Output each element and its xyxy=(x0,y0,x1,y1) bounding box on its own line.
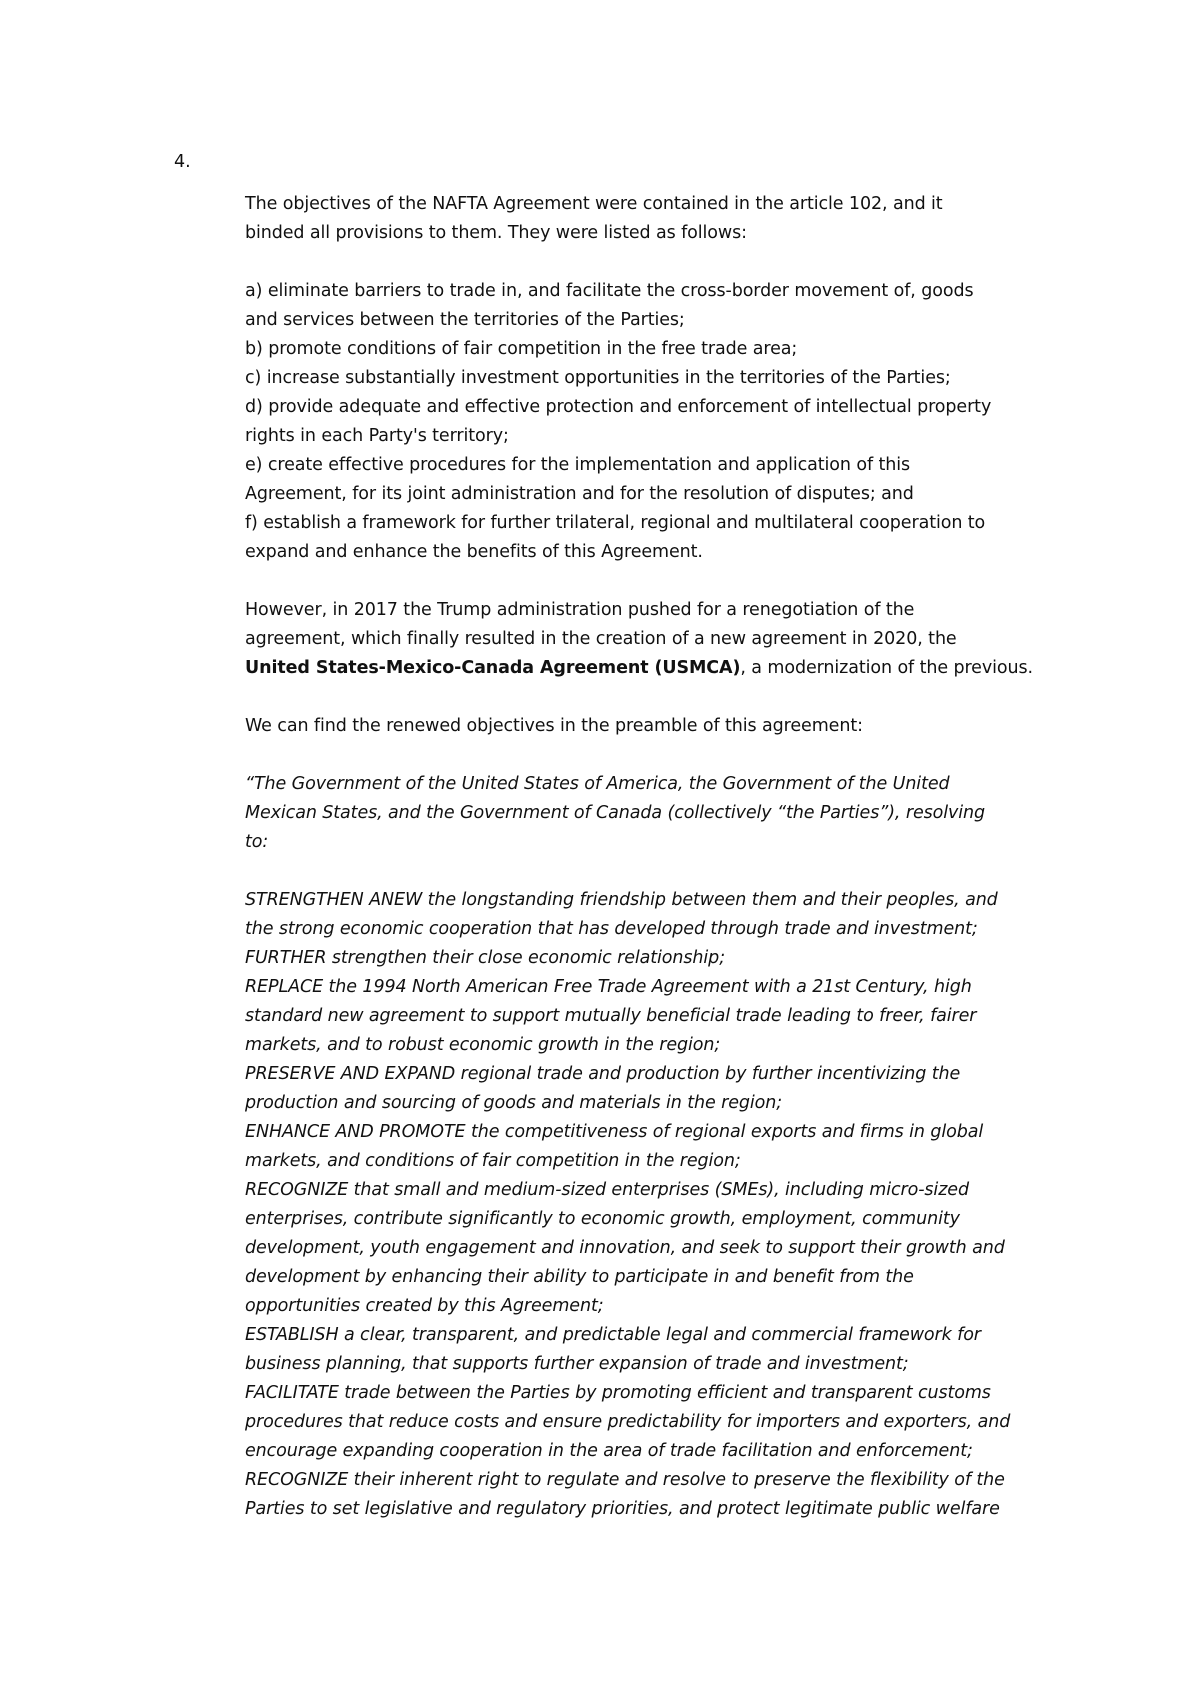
paragraph-gap xyxy=(245,248,1045,277)
preamble-line: opportunities created by this Agreement; xyxy=(245,1296,604,1316)
renegotiation-line-rest: , a modernization of the previous. xyxy=(740,658,1033,678)
nafta-objective-line: a) eliminate barriers to trade in, and facilitate the cross-border movement of, goods xyxy=(245,281,974,301)
preamble-line: ESTABLISH a clear, transparent, and predictable legal and commercial framework for xyxy=(245,1325,981,1345)
paragraph-gap xyxy=(245,857,1045,886)
preamble-line: markets, and conditions of fair competition in the region; xyxy=(245,1151,741,1171)
preamble-line: standard new agreement to support mutually beneficial trade leading to freer, fairer xyxy=(245,1006,977,1026)
preamble-line: REPLACE the 1994 North American Free Trade Agreement with a 21st Century, high xyxy=(245,977,972,997)
preamble-opening-line: “The Government of the United States of America, the Government of the United xyxy=(245,774,950,794)
preamble-opening-line: Mexican States, and the Government of Canada (collectively “the Parties”), resolving xyxy=(245,803,986,823)
usmca-name: United States-Mexico-Canada Agreement (USMCA) xyxy=(245,658,741,678)
preamble-line: RECOGNIZE their inherent right to regulate and resolve to preserve the flexibility of the xyxy=(245,1470,1005,1490)
intro-line: binded all provisions to them. They were listed as follows: xyxy=(245,223,747,243)
renewed-objectives-intro: We can find the renewed objectives in the preamble of this agreement: xyxy=(245,716,863,736)
preamble-line: PRESERVE AND EXPAND regional trade and production by further incentivizing the xyxy=(245,1064,961,1084)
preamble-line: development, youth engagement and innovation, and seek to support their growth and xyxy=(245,1238,1005,1258)
nafta-objective-line: d) provide adequate and effective protection and enforcement of intellectual property xyxy=(245,397,992,417)
renegotiation-line: agreement, which finally resulted in the creation of a new agreement in 2020, the xyxy=(245,629,957,649)
nafta-objective-line: and services between the territories of the Parties; xyxy=(245,310,685,330)
preamble-line: enterprises, contribute significantly to economic growth, employment, community xyxy=(245,1209,960,1229)
paragraph-gap xyxy=(245,567,1045,596)
nafta-objective-line: rights in each Party's territory; xyxy=(245,426,509,446)
preamble-line: business planning, that supports further expansion of trade and investment; xyxy=(245,1354,909,1374)
preamble-line: STRENGTHEN ANEW the longstanding friendship between them and their peoples, and xyxy=(245,890,998,910)
preamble-line: encourage expanding cooperation in the area of trade facilitation and enforcement; xyxy=(245,1441,973,1461)
preamble-line: ENHANCE AND PROMOTE the competitiveness of regional exports and firms in global xyxy=(245,1122,984,1142)
nafta-objective-line: expand and enhance the benefits of this Agreement. xyxy=(245,542,703,562)
document-body xyxy=(245,190,1045,1524)
nafta-objective-line: f) establish a framework for further trilateral, regional and multilateral cooperation to xyxy=(245,513,986,533)
renegotiation-line xyxy=(245,654,1045,683)
nafta-objective-line: b) promote conditions of fair competition in the free trade area; xyxy=(245,339,798,359)
preamble-line: development by enhancing their ability to participate in and benefit from the xyxy=(245,1267,914,1287)
preamble-line: FACILITATE trade between the Parties by promoting efficient and transparent customs xyxy=(245,1383,991,1403)
nafta-objective-line: c) increase substantially investment opportunities in the territories of the Parties; xyxy=(245,368,951,388)
paragraph-gap xyxy=(245,683,1045,712)
preamble-line: FURTHER strengthen their close economic relationship; xyxy=(245,948,725,968)
paragraph-gap xyxy=(245,741,1045,770)
preamble-line: markets, and to robust economic growth in the region; xyxy=(245,1035,721,1055)
preamble-opening-line: to: xyxy=(245,832,269,852)
preamble-line: production and sourcing of goods and materials in the region; xyxy=(245,1093,783,1113)
preamble-line: the strong economic cooperation that has developed through trade and investment; xyxy=(245,919,978,939)
nafta-objective-line: Agreement, for its joint administration and for the resolution of disputes; and xyxy=(245,484,914,504)
section-number: 4. xyxy=(174,152,191,172)
renegotiation-line: However, in 2017 the Trump administration pushed for a renegotiation of the xyxy=(245,600,915,620)
preamble-line: Parties to set legislative and regulatory priorities, and protect legitimate public welfare xyxy=(245,1499,1000,1519)
preamble-line: procedures that reduce costs and ensure predictability for importers and exporters, and xyxy=(245,1412,1011,1432)
intro-line: The objectives of the NAFTA Agreement were contained in the article 102, and it xyxy=(245,194,943,214)
nafta-objective-line: e) create effective procedures for the implementation and application of this xyxy=(245,455,910,475)
preamble-line: RECOGNIZE that small and medium-sized enterprises (SMEs), including micro-sized xyxy=(245,1180,969,1200)
